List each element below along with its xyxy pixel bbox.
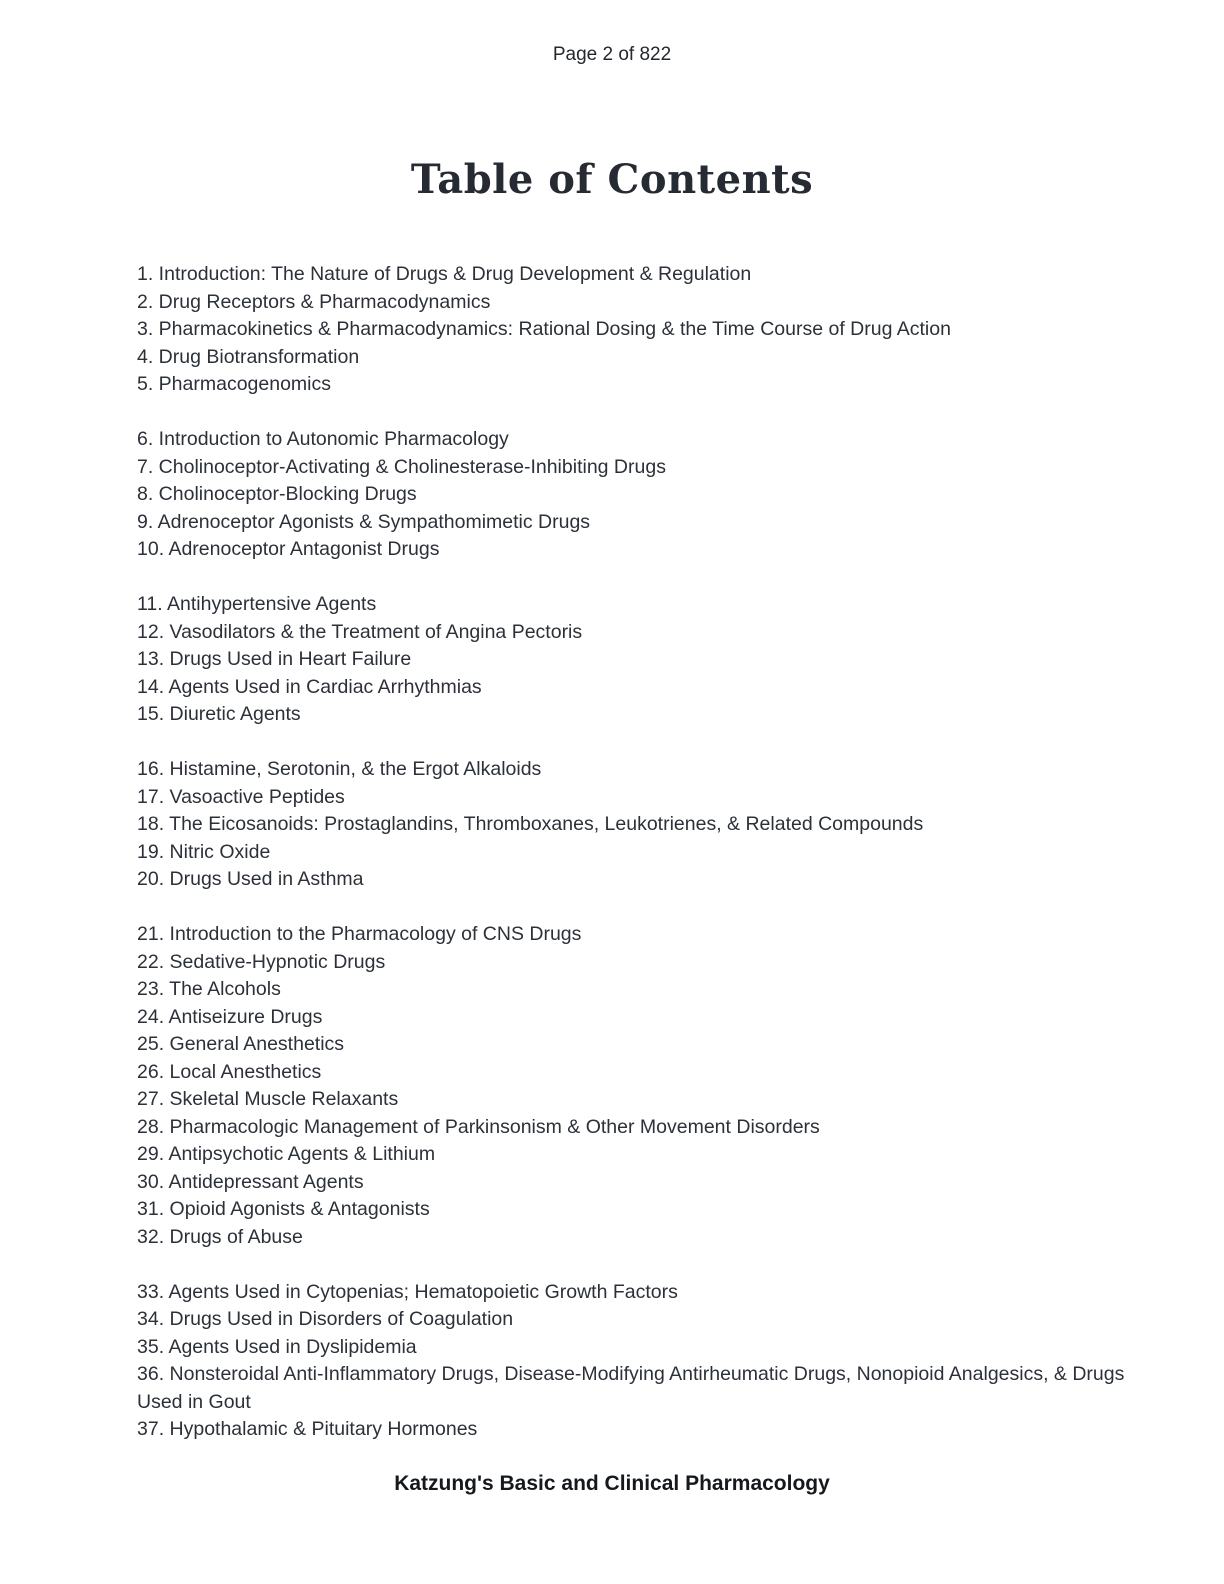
toc-item: 3. Pharmacokinetics & Pharmacodynamics: Rational Dosing & the Time Course of Drug Action [137,318,951,340]
toc-item: 29. Antipsychotic Agents & Lithium [137,1143,436,1165]
toc-item: 16. Histamine, Serotonin, & the Ergot Alkaloids [137,758,542,780]
toc-group [137,1279,1136,1444]
toc-item: 13. Drugs Used in Heart Failure [137,648,412,670]
toc-item: 17. Vasoactive Peptides [137,785,345,808]
toc-item: 23. The Alcohols [137,978,281,1000]
page-title: Table of Contents [410,156,814,203]
toc-item: 31. Opioid Agonists & Antagonists [137,1198,430,1220]
page-number: Page 2 of 822 [552,44,672,65]
toc-item: 28. Pharmacologic Management of Parkinsonism & Other Movement Disorders [137,1115,820,1138]
toc-item: 33. Agents Used in Cytopenias; Hematopoietic Growth Factors [137,1280,678,1303]
toc-item: 5. Pharmacogenomics [137,373,332,395]
toc-item: 34. Drugs Used in Disorders of Coagulation [137,1308,514,1330]
toc-item: 2. Drug Receptors & Pharmacodynamics [137,290,491,313]
toc-group [137,756,1136,894]
toc-item: 32. Drugs of Abuse [137,1225,303,1248]
toc-group [137,261,1136,399]
table-of-contents [137,261,1136,1444]
toc-item: 8. Cholinoceptor-Blocking Drugs [137,483,417,505]
toc-item: 11. Antihypertensive Agents [137,593,377,615]
toc-group [137,426,1136,564]
toc-item: 22. Sedative-Hypnotic Drugs [137,950,386,973]
toc-item: 6. Introduction to Autonomic Pharmacology [137,428,509,450]
toc-item: 14. Agents Used in Cardiac Arrhythmias [137,675,482,698]
toc-item: 9. Adrenoceptor Agonists & Sympathomimetic Drugs [137,510,591,533]
book-title-footer: Katzung's Basic and Clinical Pharmacology [394,1471,830,1495]
toc-item: 18. The Eicosanoids: Prostaglandins, Thromboxanes, Leukotrienes, & Related Compounds [137,813,924,835]
toc-item: 26. Local Anesthetics [137,1060,322,1083]
toc-item: 27. Skeletal Muscle Relaxants [137,1088,399,1110]
toc-item: 35. Agents Used in Dyslipidemia [137,1335,417,1358]
toc-item: 30. Antidepressant Agents [137,1170,364,1193]
toc-item: 36. Nonsteroidal Anti-Inflammatory Drugs, Disease-Modifying Antirheumatic Drugs, Nonopioid Analgesics, & Drugs Used in Gout [137,1363,1125,1413]
toc-item: 15. Diuretic Agents [137,703,301,725]
toc-item: 7. Cholinoceptor-Activating & Cholinesterase-Inhibiting Drugs [137,455,666,478]
toc-item: 19. Nitric Oxide [137,840,271,863]
toc-item: 1. Introduction: The Nature of Drugs & Drug Development & Regulation [137,263,752,285]
toc-item: 4. Drug Biotransformation [137,345,360,368]
toc-item: 12. Vasodilators & the Treatment of Angina Pectoris [137,620,583,643]
toc-item: 10. Adrenoceptor Antagonist Drugs [137,538,440,560]
toc-item: 24. Antiseizure Drugs [137,1005,323,1028]
toc-item: 37. Hypothalamic & Pituitary Hormones [137,1418,478,1440]
toc-group [137,591,1136,729]
toc-item: 20. Drugs Used in Asthma [137,868,364,890]
toc-item: 25. General Anesthetics [137,1033,345,1055]
toc-group [137,921,1136,1251]
toc-item: 21. Introduction to the Pharmacology of CNS Drugs [137,923,582,945]
